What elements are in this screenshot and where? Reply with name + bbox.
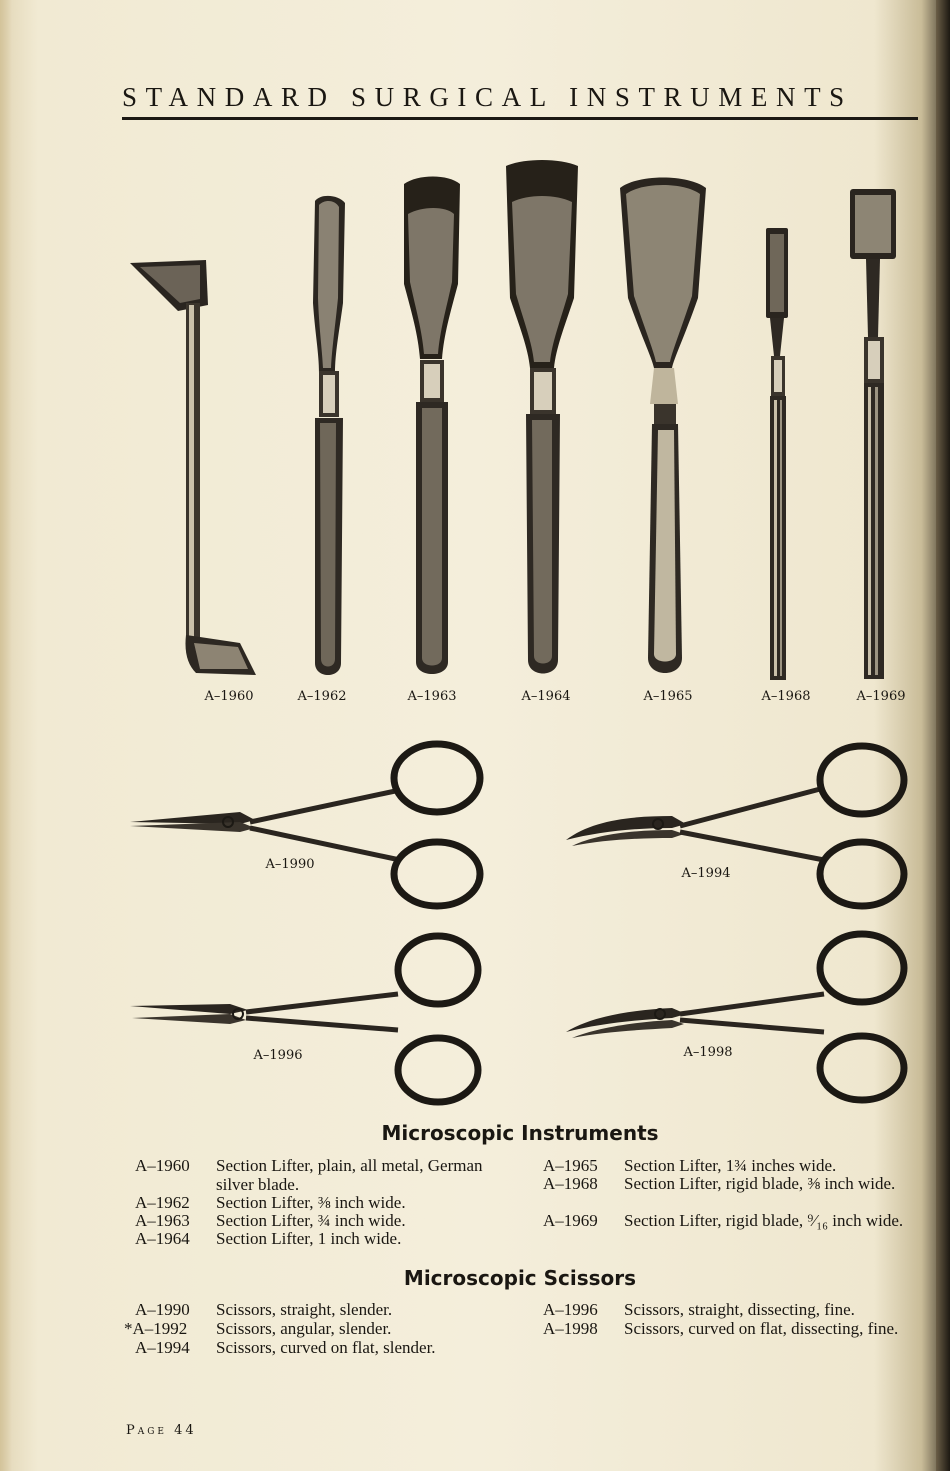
instrument-a1965-illustration xyxy=(618,168,708,684)
catalog-code: A–1969 xyxy=(543,1211,598,1230)
instrument-a1968-illustration xyxy=(760,226,792,682)
catalog-description: Scissors, angular, slender. xyxy=(216,1319,392,1338)
catalog-code: A–1965 xyxy=(543,1156,598,1175)
instrument-a1962-label: A–1962 xyxy=(297,689,347,704)
header-rule xyxy=(122,117,918,120)
instrument-a1964-label: A–1964 xyxy=(521,689,571,704)
scissors-a1994-label: A–1994 xyxy=(681,866,731,881)
catalog-code: A–1968 xyxy=(543,1174,598,1193)
instrument-a1960-label: A–1960 xyxy=(204,689,254,704)
catalog-description: Scissors, straight, dissecting, fine. xyxy=(624,1300,855,1319)
scissors-a1996-illustration xyxy=(130,930,490,1116)
catalog-description: Section Lifter, 1¾ inches wide. xyxy=(624,1156,837,1175)
catalog-description: Section Lifter, rigid blade, ⁹⁄₁₆ inch wide. xyxy=(624,1211,904,1230)
scissors-catalog xyxy=(0,1301,950,1381)
scissors-a1998-illustration xyxy=(562,928,912,1114)
section-title-instruments: Microscopic Instruments xyxy=(381,1121,659,1145)
catalog-code: A–1963 xyxy=(135,1211,190,1230)
instrument-a1969-illustration xyxy=(846,187,900,683)
catalog-code: A–1964 xyxy=(135,1229,190,1248)
catalog-code: A–1994 xyxy=(135,1338,190,1357)
catalog-code: A–1996 xyxy=(543,1300,598,1319)
catalog-description: Section Lifter, 1 inch wide. xyxy=(216,1229,402,1248)
catalog-description: Scissors, curved on flat, slender. xyxy=(216,1338,436,1357)
catalog-code: *A–1992 xyxy=(124,1319,188,1338)
page-title: STANDARD SURGICAL INSTRUMENTS xyxy=(122,82,853,112)
instrument-a1963-illustration xyxy=(398,174,466,686)
instrument-a1960-illustration xyxy=(128,255,268,685)
catalog-description: Section Lifter, rigid blade, ⅜ inch wide. xyxy=(624,1174,896,1193)
catalog-description: Scissors, curved on flat, dissecting, fine. xyxy=(624,1319,899,1338)
instrument-a1969-label: A–1969 xyxy=(856,689,906,704)
section-title-scissors: Microscopic Scissors xyxy=(403,1266,637,1290)
catalog-code: A–1998 xyxy=(543,1319,598,1338)
instruments-catalog xyxy=(0,1157,950,1257)
catalog-code: A–1962 xyxy=(135,1193,190,1212)
catalog-description: Section Lifter, ⅜ inch wide. xyxy=(216,1193,406,1212)
catalog-description: Section Lifter, plain, all metal, German silver blade. xyxy=(216,1156,483,1194)
catalog-description: Section Lifter, ¾ inch wide. xyxy=(216,1211,406,1230)
book-spine-shadow xyxy=(936,0,950,1471)
instrument-a1964-illustration xyxy=(502,158,582,683)
catalog-description: Scissors, straight, slender. xyxy=(216,1300,393,1319)
scissors-a1990-label: A–1990 xyxy=(265,857,315,872)
catalog-code: A–1960 xyxy=(135,1156,190,1175)
scissors-a1996-label: A–1996 xyxy=(253,1048,303,1063)
instrument-a1965-label: A–1965 xyxy=(643,689,693,704)
scissors-a1998-label: A–1998 xyxy=(683,1045,733,1060)
page-number: Page 44 xyxy=(126,1423,197,1438)
scissors-a1994-illustration xyxy=(562,740,912,910)
instrument-a1968-label: A–1968 xyxy=(761,689,811,704)
scissors-a1990-illustration xyxy=(130,738,490,908)
instrument-a1963-label: A–1963 xyxy=(407,689,457,704)
instrument-a1962-illustration xyxy=(305,193,349,685)
catalog-code: A–1990 xyxy=(135,1300,190,1319)
